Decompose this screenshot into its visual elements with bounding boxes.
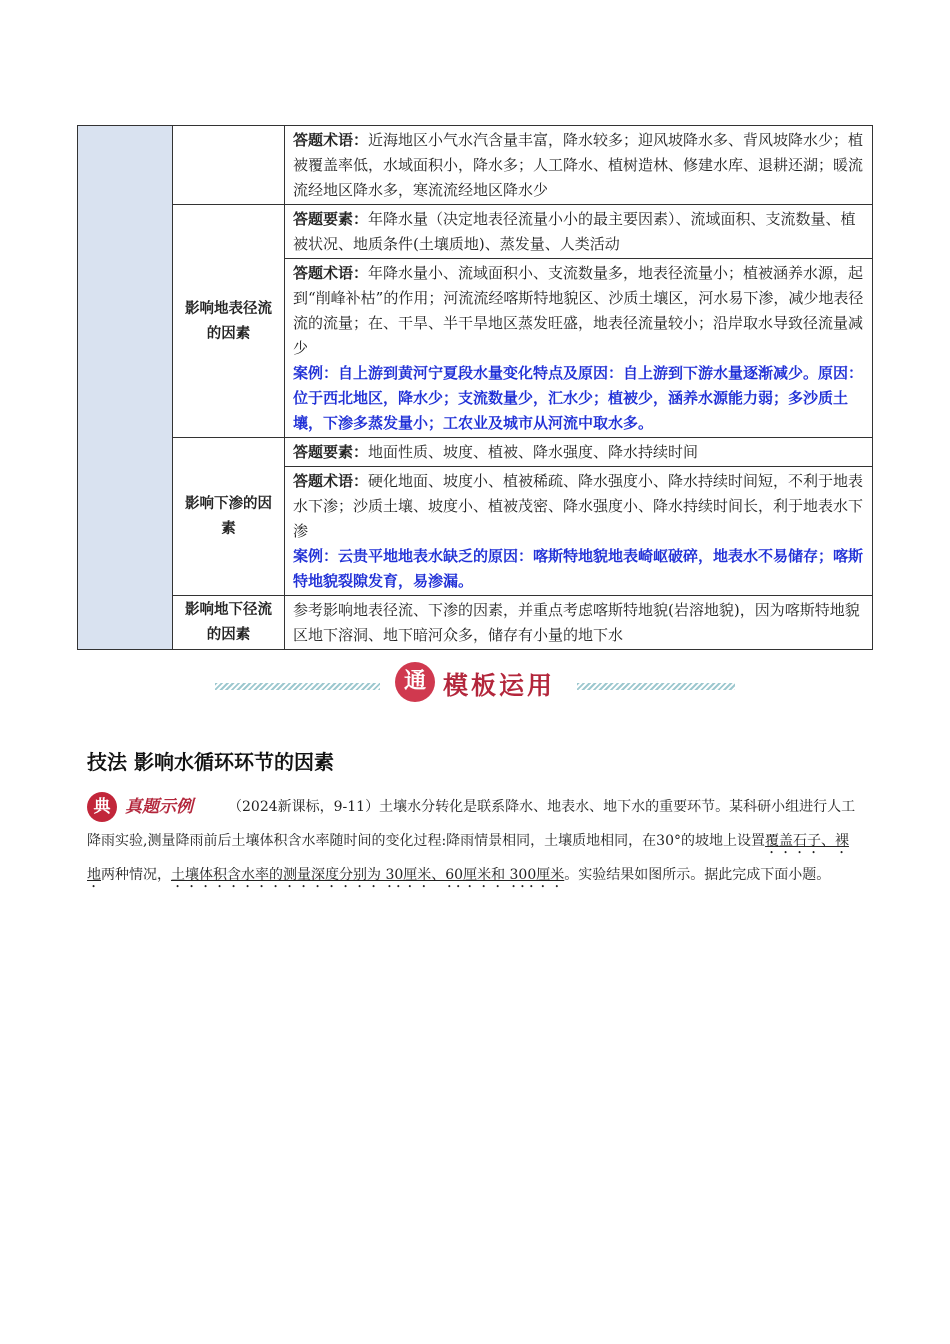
factor-surface-runoff: 影响地表径流的因素 (173, 205, 285, 438)
factor-table (77, 125, 873, 650)
factor-infiltration: 影响下渗的因素 (173, 438, 285, 596)
elements-label: 答题要素： (293, 210, 369, 228)
terms-label: 答题术语： (293, 264, 369, 282)
template-banner (215, 660, 735, 710)
groundwater-text: 参考影响地表径流、下渗的因素，并重点考虑喀斯特地貌(岩溶地貌)，因为喀斯特地貌区地下溶洞、地下暗河众多，储存有小量的地下水 (285, 596, 873, 650)
elements-text: 年降水量（决定地表径流量小小的最主要因素）、流域面积、支流数量、植被状况、地质条件(土壤质地)、蒸发量、人类活动 (293, 210, 856, 253)
answer-elements-cell (285, 438, 873, 467)
terms-text: 近海地区小气水汽含量丰富，降水较多；迎风坡降水多、背风坡降水少；植被覆盖率低，水域面积小，降水多；人工降水、植树造林、修建水库、退耕还湖；暖流流经地区降水多，寒流流经地区降水少 (293, 131, 864, 199)
banner-title: 模板运用 (443, 671, 556, 700)
example-paragraph (87, 790, 857, 892)
underlined-conditions: 覆盖石子、裸地 (87, 833, 849, 883)
category-cell (78, 126, 173, 650)
dian-badge-icon: 典 (87, 792, 117, 822)
banner-stripe-right (577, 683, 735, 690)
answer-terms-cell (285, 467, 873, 596)
factor-cell-empty (173, 126, 285, 205)
banner-stripe-left (215, 683, 380, 690)
terms-text: 硬化地面、坡度小、植被稀疏、降水强度小、降水持续时间短，不利于地表水下渗；沙质土壤、坡度小、植被茂密、降水强度小、降水持续时间长，利于地表水下渗 (293, 472, 864, 540)
question-text: 两种情况， (101, 867, 171, 883)
terms-text: 年降水量小、流域面积小、支流数量多，地表径流量小；植被涵养水源，起到“削峰补枯”的作用；河流流经喀斯特地貌区、沙质土壤区，河水易下渗，减少地表径流的流量；在、干旱、半干旱地区蒸发旺盛，地表径流量较小；沿岸取水导致径流量减少 (293, 264, 864, 357)
answer-terms-cell (285, 126, 873, 205)
answer-elements-cell (285, 205, 873, 259)
question-text: 土壤水分转化是联系降水、地表水、地下水的重要环节。某科研小组进行人工降雨实验,测量降雨前后土壤体积含水率随时间的变化过程:降雨情景相同，土壤质地相同，在30°的坡地上设置 (87, 799, 856, 849)
elements-text: 地面性质、坡度、植被、降水强度、降水持续时间 (368, 443, 699, 461)
tag-label: 真题示例 (125, 797, 193, 817)
factor-groundwater: 影响地下径流的因素 (173, 596, 285, 650)
underlined-depths: 土壤体积含水率的测量深度分别为 30厘米、60厘米和 300厘米 (171, 867, 565, 883)
answer-terms-cell (285, 259, 873, 438)
tong-badge-icon: 通 (395, 662, 435, 702)
terms-label: 答题术语： (293, 472, 369, 490)
exam-source: （2024新课标，9-11） (228, 799, 380, 815)
case-example: 案例：自上游到黄河宁夏段水量变化特点及原因：自上游到下游水量逐渐减少。原因：位于西北地区，降水少；支流数量少，汇水少；植被少，涵养水源能力弱；多沙质土壤，下渗多蒸发量小；工农业及城市从河流中取水多。 (293, 364, 864, 432)
section-heading: 技法 影响水循环环节的因素 (87, 750, 334, 774)
terms-label: 答题术语： (293, 131, 369, 149)
elements-label: 答题要素： (293, 443, 369, 461)
question-text: 。实验结果如图所示。据此完成下面小题。 (564, 867, 831, 883)
case-example: 案例：云贵平地地表水缺乏的原因：喀斯特地貌地表崎岖破碎，地表水不易储存；喀斯特地貌裂隙发育，易渗漏。 (293, 547, 864, 590)
exam-example-tag (87, 792, 222, 822)
